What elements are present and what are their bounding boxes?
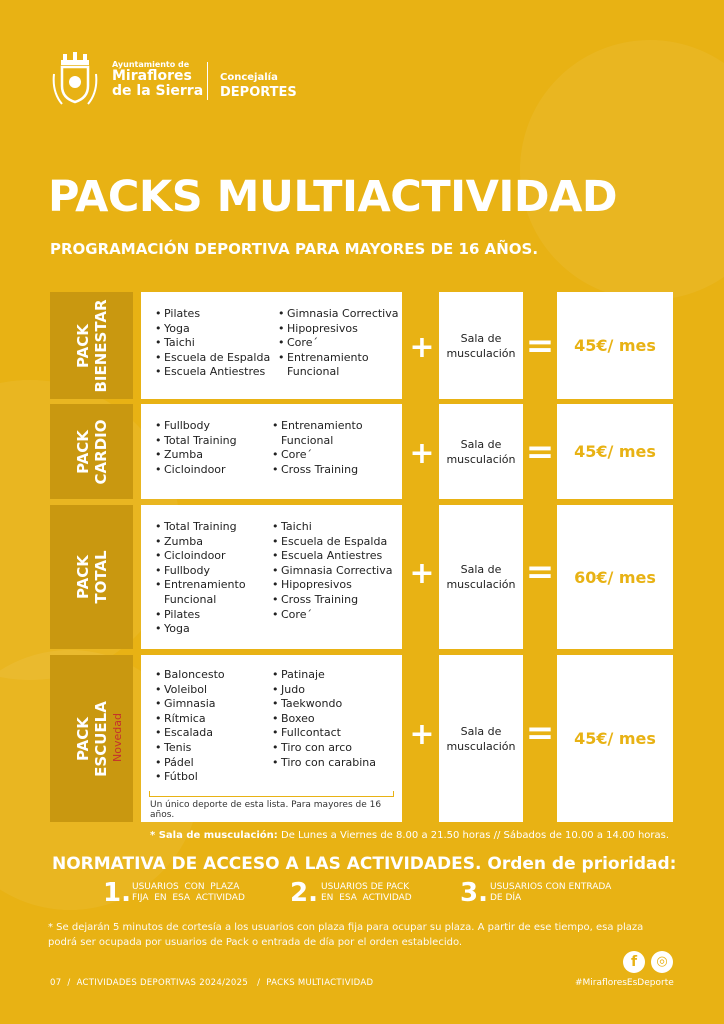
page-footer: 07 / ACTIVIDADES DEPORTIVAS 2024/2025 / PACKS MULTIACTIVIDAD xyxy=(50,978,374,988)
priority-text xyxy=(321,882,412,904)
pack-label-line2: ESCUELA xyxy=(91,700,110,777)
header-divider xyxy=(207,62,208,100)
list-item: • Rítmica xyxy=(155,712,225,727)
town-shield-icon xyxy=(52,52,98,108)
priority-number: 3. xyxy=(460,878,488,908)
activities-col2 xyxy=(278,307,399,380)
priority-number: 2. xyxy=(290,878,318,908)
list-item: • Fullcontact xyxy=(272,726,376,741)
list-item: • Core´ xyxy=(278,336,399,351)
list-item: • Tiro con carabina xyxy=(272,756,376,771)
list-item: • Taichi xyxy=(272,520,393,535)
escuela-note: Un único deporte de esta lista. Para mayores de 16 años. xyxy=(150,800,382,820)
sala-label: Sala de musculación xyxy=(446,563,516,591)
list-item: • Fullbody xyxy=(155,564,246,579)
activities-box-escuela xyxy=(141,655,402,822)
list-item: • Cicloindoor xyxy=(155,463,237,478)
sala-box xyxy=(439,404,523,499)
priority-number: 1. xyxy=(103,878,131,908)
pack-label-line1: PACK xyxy=(73,716,92,761)
activities-col1 xyxy=(155,307,270,380)
priority-text xyxy=(490,882,611,904)
sala-box xyxy=(439,292,523,399)
normativa-heading: NORMATIVA DE ACCESO A LAS ACTIVIDADES. Orden de prioridad: xyxy=(52,854,677,874)
priority-line1: USUARIOS CON PLAZA xyxy=(132,882,240,892)
price-label: 60€/ mes xyxy=(574,567,656,587)
pack-label-line1: PACK xyxy=(73,323,92,368)
list-item: • Escuela Antiestres xyxy=(272,549,393,564)
novedad-badge: Novedad xyxy=(111,713,124,762)
plus-sign: + xyxy=(409,717,435,752)
equals-sign: = xyxy=(525,326,555,366)
pack-label-line1: PACK xyxy=(73,429,92,474)
price-box xyxy=(557,655,673,822)
priority-line2: DE DÍA xyxy=(490,893,522,903)
list-item: • Patinaje xyxy=(272,668,376,683)
activities-box-bienestar xyxy=(141,292,402,399)
page-title: PACKS MULTIACTIVIDAD xyxy=(48,172,618,222)
sala-box xyxy=(439,655,523,822)
price-label: 45€/ mes xyxy=(574,336,656,355)
list-item: • Entrenamiento xyxy=(155,578,246,593)
org-name-line2: de la Sierra xyxy=(112,83,204,99)
instagram-icon[interactable]: ◎ xyxy=(651,951,673,973)
sala-label: Sala de musculación xyxy=(446,724,516,753)
pack-label-bienestar xyxy=(50,292,133,399)
list-item: • Pádel xyxy=(155,756,225,771)
list-item: • Pilates xyxy=(155,307,270,322)
list-item: • Hipopresivos xyxy=(278,322,399,337)
activities-col2 xyxy=(272,520,393,622)
list-item: • Cross Training xyxy=(272,463,363,478)
list-item: • Cross Training xyxy=(272,593,393,608)
price-label: 45€/ mes xyxy=(574,442,656,461)
list-item: • Gimnasia Correctiva xyxy=(272,564,393,579)
list-item: • Core´ xyxy=(272,608,393,623)
pack-label-total xyxy=(50,505,133,649)
dept-name: DEPORTES xyxy=(220,85,297,100)
list-item: Funcional xyxy=(287,365,340,379)
priority-line2: FIJA EN ESA ACTIVIDAD xyxy=(132,893,245,903)
list-item: • Taichi xyxy=(155,336,270,351)
sala-box xyxy=(439,505,523,649)
activities-box-cardio xyxy=(141,404,402,499)
pack-label-cardio xyxy=(50,404,133,499)
pack-label-line2: CARDIO xyxy=(91,419,110,484)
background-decoration xyxy=(520,40,724,300)
list-item: • Entrenamiento xyxy=(278,351,399,366)
activities-col2 xyxy=(272,419,363,477)
list-item: • Zumba xyxy=(155,535,246,550)
activities-col2 xyxy=(272,668,376,770)
priority-line1: USUARIOS DE PACK xyxy=(321,882,410,892)
list-item: • Total Training xyxy=(155,520,246,535)
list-item: • Gimnasia xyxy=(155,697,225,712)
pack-label-line2: BIENESTAR xyxy=(91,298,110,393)
sala-footnote xyxy=(150,830,669,841)
list-item: • Escalada xyxy=(155,726,225,741)
org-small: Ayuntamiento de xyxy=(112,60,190,69)
plus-sign: + xyxy=(409,436,435,471)
pack-label-escuela xyxy=(50,655,133,822)
list-item: • Fullbody xyxy=(155,419,237,434)
activities-box-total xyxy=(141,505,402,649)
list-item: • Judo xyxy=(272,683,376,698)
list-item: • Tiro con arco xyxy=(272,741,376,756)
footnote-label: * Sala de musculación: xyxy=(150,830,278,841)
activities-col1 xyxy=(155,520,246,637)
list-item: • Gimnasia Correctiva xyxy=(278,307,399,322)
list-item: • Yoga xyxy=(155,322,270,337)
org-name-line1: Miraflores xyxy=(112,68,192,84)
list-item: • Boxeo xyxy=(272,712,376,727)
facebook-icon[interactable]: f xyxy=(623,951,645,973)
list-item: • Baloncesto xyxy=(155,668,225,683)
courtesy-disclaimer: * Se dejarán 5 minutos de cortesía a los usuarios con plaza fija para ocupar su plaza. A partir de ese tiempo, esa plaza podrá ser ocupada por usuarios de Pack o entrada de día por el orden establecido. xyxy=(48,922,644,948)
list-item: • Total Training xyxy=(155,434,237,449)
list-item: • Zumba xyxy=(155,448,237,463)
activities-col1 xyxy=(155,419,237,477)
list-bracket xyxy=(149,791,394,797)
list-item: • Voleibol xyxy=(155,683,225,698)
equals-sign: = xyxy=(525,432,555,472)
list-item: • Taekwondo xyxy=(272,697,376,712)
list-item: • Pilates xyxy=(155,608,246,623)
footnote-text: De Lunes a Viernes de 8.00 a 21.50 horas // Sábados de 10.00 a 14.00 horas. xyxy=(281,830,670,841)
list-item: • Escuela de Espalda xyxy=(272,535,393,550)
price-box xyxy=(557,292,673,399)
pack-label-line1: PACK xyxy=(73,555,92,599)
activities-col1 xyxy=(155,668,225,785)
list-item: Funcional xyxy=(164,592,217,606)
list-item: • Hipopresivos xyxy=(272,578,393,593)
hashtag: #MirafloresEsDeporte xyxy=(575,978,674,988)
equals-sign: = xyxy=(525,713,555,753)
dept-small: Concejalía xyxy=(220,72,278,83)
list-item: • Escuela de Espalda xyxy=(155,351,270,366)
priority-line1: USUSARIOS CON ENTRADA xyxy=(490,882,612,892)
plus-sign: + xyxy=(409,556,435,591)
equals-sign: = xyxy=(525,552,555,592)
price-box xyxy=(557,505,673,649)
sala-label: Sala de musculación xyxy=(446,331,516,360)
price-label: 45€/ mes xyxy=(574,729,656,748)
sala-label: Sala de musculación xyxy=(446,437,516,466)
list-item: • Fútbol xyxy=(155,770,225,785)
list-item: • Entrenamiento xyxy=(272,419,363,434)
priority-line2: EN ESA ACTIVIDAD xyxy=(321,893,412,903)
list-item: • Core´ xyxy=(272,448,363,463)
price-box xyxy=(557,404,673,499)
pack-label-line2: TOTAL xyxy=(91,550,110,604)
list-item: • Escuela Antiestres xyxy=(155,365,270,380)
list-item: • Tenis xyxy=(155,741,225,756)
list-item: Funcional xyxy=(281,433,334,447)
list-item: • Cicloindoor xyxy=(155,549,246,564)
plus-sign: + xyxy=(409,330,435,365)
priority-text xyxy=(132,882,245,904)
list-item: • Yoga xyxy=(155,622,246,637)
page-subtitle: PROGRAMACIÓN DEPORTIVA PARA MAYORES DE 16 AÑOS. xyxy=(50,240,539,258)
